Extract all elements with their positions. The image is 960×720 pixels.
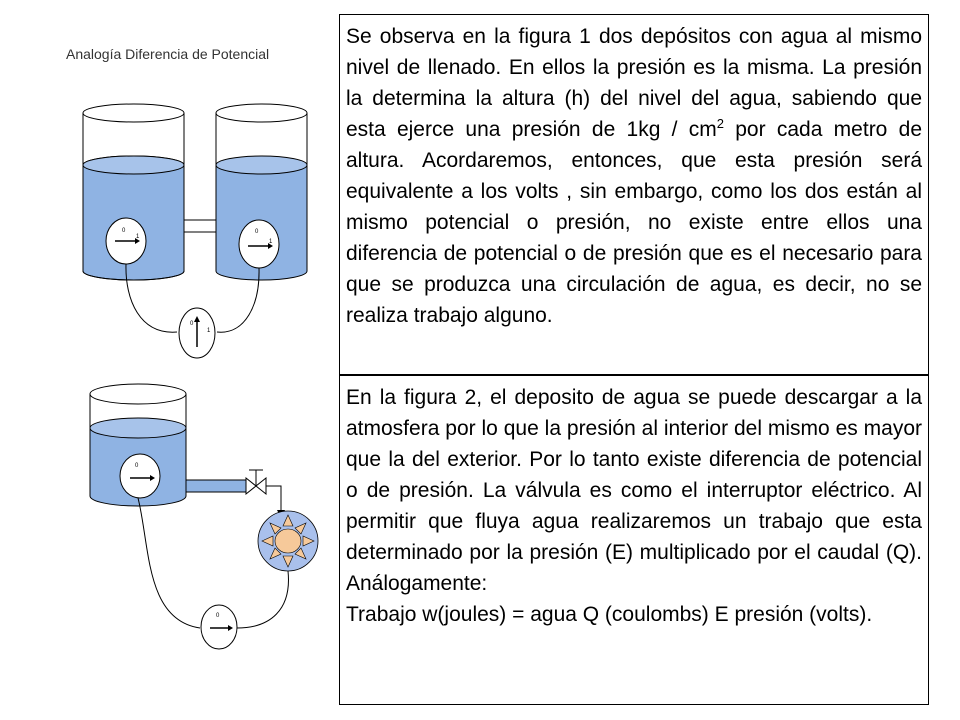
differential-gauge [179, 308, 215, 358]
bottom-gauge [201, 605, 237, 649]
explanation-box-figure-2 [339, 375, 929, 705]
tank-diagrams [0, 0, 340, 720]
return-tube-left [138, 498, 200, 628]
figure-title: Analogía Diferencia de Potencial [66, 46, 270, 62]
left-tank-gauge [106, 218, 146, 264]
tank-gauge [120, 454, 160, 498]
gauge-zero-label: 0 [216, 613, 220, 619]
text-part-a: Se observa en la figura 1 dos depósitos con agua al mismo nivel de llenado. En ellos la presión es la misma. La presión la determina la altura (h) del nivel del agua, sabiendo que esta ejerce una presión de 1kg / cm [346, 25, 922, 141]
valve-icon [246, 470, 266, 494]
gauge-zero-label: 0 [190, 321, 194, 327]
gauge-zero-label: 0 [135, 463, 139, 469]
return-tube-right [237, 571, 288, 628]
explanation-box-figure-1 [339, 14, 929, 375]
gauge-zero-label: 0 [255, 229, 259, 235]
outlet-pipe [186, 480, 246, 492]
lamp-sun-icon [258, 511, 318, 571]
gauge-one-label: 1 [207, 328, 211, 334]
gauge-one-label: 1 [136, 234, 140, 240]
connecting-pipe [184, 220, 216, 232]
figure-2-diagram [90, 384, 318, 649]
paragraph-figure-2: En la figura 2, el deposito de agua se puede descargar a la atmosfera por lo que la presión al interior del mismo es mayor que la del exterior. Por lo tanto existe diferencia de potencial o de presión. La válvula es como el interruptor eléctrico. Al permitir que fluya agua realizaremos un trabajo que esta determinado por la presión (E) multiplicado por el caudal (Q). Análogamente: [346, 386, 922, 595]
flow-arrow [266, 486, 281, 512]
work-formula: Trabajo w(joules) = agua Q (coulombs) E presión (volts). [346, 603, 873, 626]
figure-1-diagram [83, 104, 307, 358]
gauge-zero-label: 0 [122, 228, 126, 234]
gauge-one-label: 1 [269, 239, 273, 245]
text-part-b: por cada metro de altura. Acordaremos, entonces, que esta presión será equivalente a los volts , sin embargo, como los dos están al mismo potencial o presión, no existe entre ellos una diferencia de potencial o de presión que es el necesario para que se produzca una circulación de agua, es decir, no se realiza trabajo alguno. [346, 118, 922, 327]
superscript-2: 2 [716, 116, 724, 131]
right-tank-gauge [239, 220, 279, 268]
paragraph-figure-1 [346, 21, 922, 331]
